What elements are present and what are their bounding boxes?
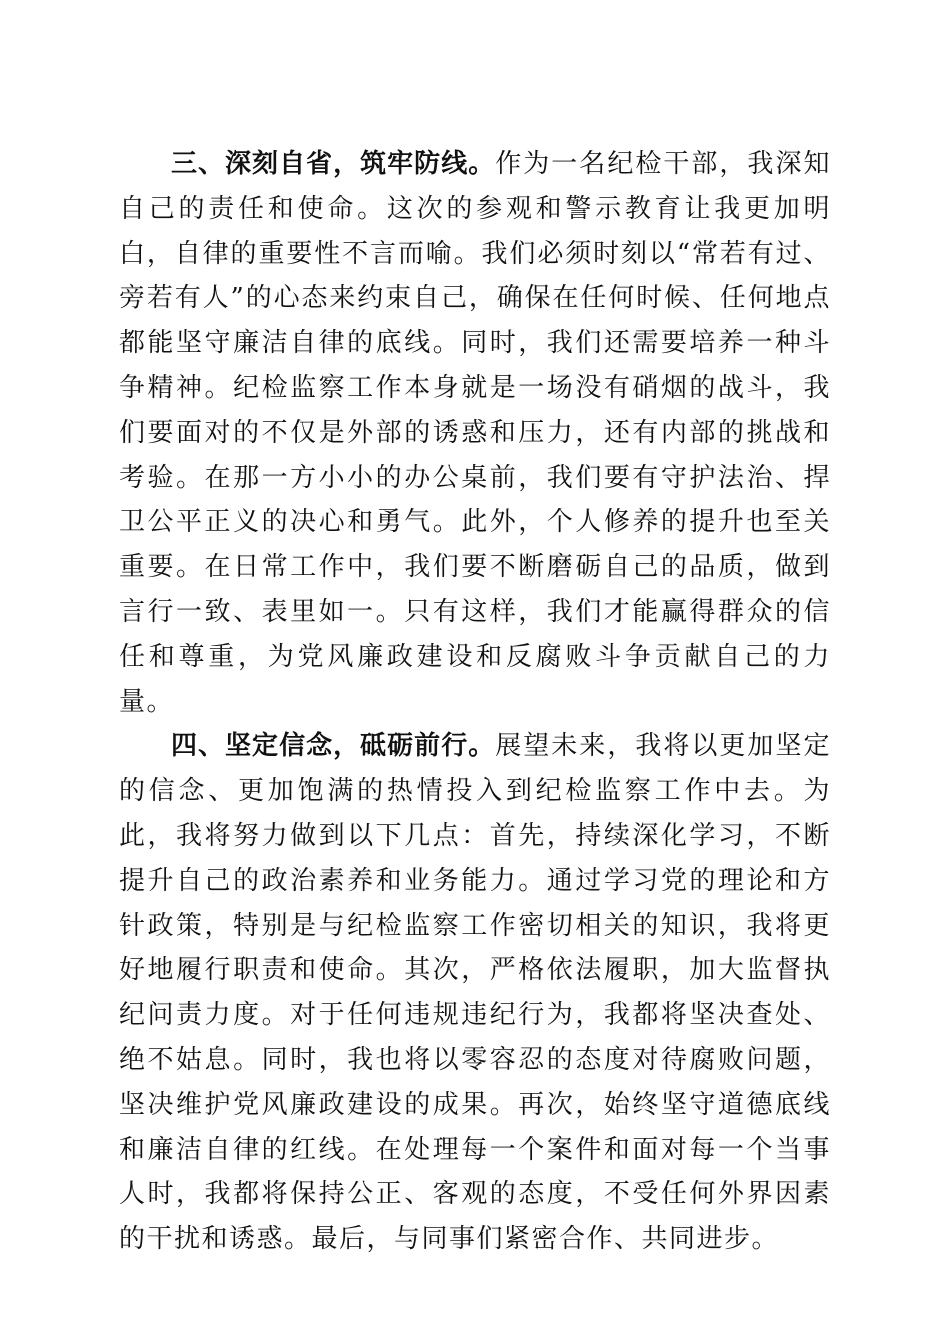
document-body [119,142,831,1262]
paragraph-section-4 [119,724,831,1262]
section-heading-3: 三、深刻自省，筑牢防线。 [171,149,496,179]
section-body-3: 作为一名纪检干部，我深知自己的责任和使命。这次的参观和警示教育让我更加明白，自律的重要性不言而喻。我们必须时刻以“常若有过、旁若有人”的心态来约束自己，确保在任何时候、任何地点都能坚守廉洁自律的底线。同时，我们还需要培养一种斗争精神。纪检监察工作本身就是一场没有硝烟的战斗，我们要面对的不仅是外部的诱惑和压力，还有内部的挑战和考验。在那一方小小的办公桌前，我们要有守护法治、捍卫公平正义的决心和勇气。此外，个人修养的提升也至关重要。在日常工作中，我们要不断磨砺自己的品质，做到言行一致、表里如一。只有这样，我们才能赢得群众的信任和尊重，为党风廉政建设和反腐败斗争贡献自己的力量。 [119,149,831,717]
section-heading-4: 四、坚定信念，砥砺前行。 [171,731,496,762]
section-body-4: 展望未来，我将以更加坚定的信念、更加饱满的热情投入到纪检监察工作中去。为此，我将努力做到以下几点：首先，持续深化学习，不断提升自己的政治素养和业务能力。通过学习党的理论和方针政策，特别是与纪检监察工作密切相关的知识，我将更好地履行职责和使命。其次，严格依法履职，加大监督执纪问责力度。对于任何违规违纪行为，我都将坚决查处、绝不姑息。同时，我也将以零容忍的态度对待腐败问题，坚决维护党风廉政建设的成果。再次，始终坚守道德底线和廉洁自律的红线。在处理每一个案件和面对每一个当事人时，我都将保持公正、客观的态度，不受任何外界因素的干扰和诱惑。最后，与同事们紧密合作、共同进步。 [119,731,831,1255]
paragraph-section-3 [119,142,831,724]
